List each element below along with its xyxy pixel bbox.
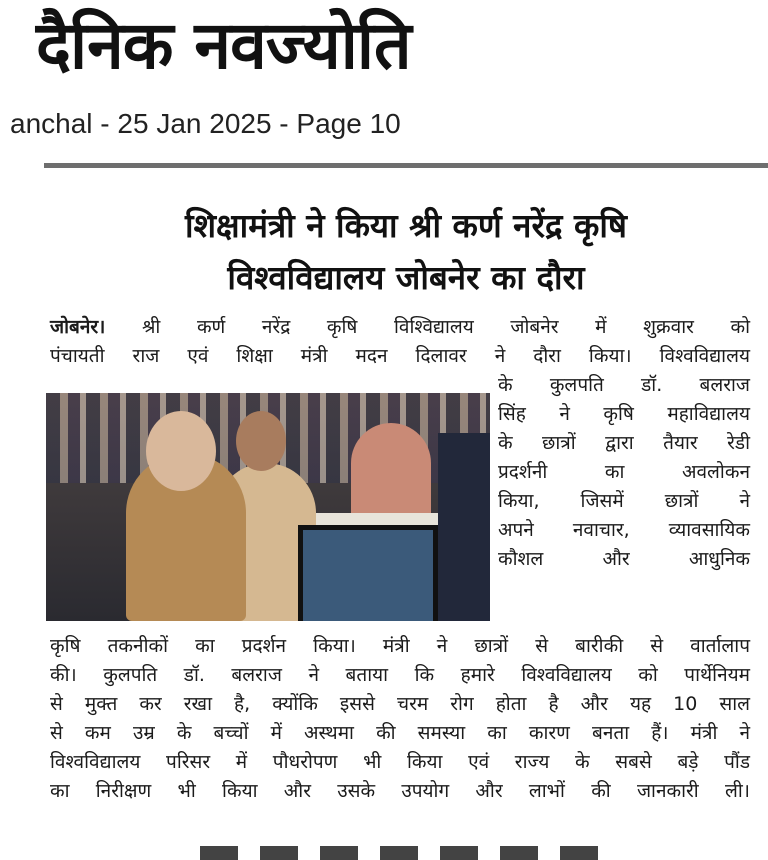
article-photo bbox=[46, 393, 490, 621]
next-headline-fragment bbox=[200, 846, 620, 860]
photo-minister-head bbox=[146, 411, 216, 491]
lead-line-1 bbox=[50, 313, 750, 342]
wrap-line: अपने नवाचार, व्यावसायिक bbox=[498, 519, 750, 541]
newspaper-masthead: दैनिक नवज्योति bbox=[36, 7, 411, 84]
headline-line-1: शिक्षामंत्री ने किया श्री कर्ण नरेंद्र कृषि bbox=[185, 206, 627, 245]
body-line: विश्वविद्यालय परिसर में पौधरोपण भी किया एवं राज्य के सबसे बड़े पौंड bbox=[50, 751, 750, 773]
wrap-line: किया, जिसमें छात्रों ने bbox=[498, 490, 750, 512]
wrap-line: सिंह ने कृषि महाविद्यालय bbox=[498, 403, 750, 425]
photo-student-right bbox=[438, 433, 490, 621]
headline-line-2: विश्वविद्यालय जोबनेर का दौरा bbox=[227, 258, 585, 297]
article-lead bbox=[50, 313, 750, 371]
body-line: से मुक्त कर रखा है, क्योंकि इससे चरम रोग होता है और यह 10 साल bbox=[50, 693, 750, 715]
lead-text-1: श्री कर्ण नरेंद्र कृषि विश्विद्यालय जोबनेर में शुक्रवार को bbox=[105, 316, 750, 338]
edition-info: anchal - 25 Jan 2025 - Page 10 bbox=[10, 108, 401, 139]
wrap-line: कौशल और आधुनिक bbox=[498, 548, 750, 570]
wrap-line: प्रदर्शनी का अवलोकन bbox=[498, 461, 750, 483]
article-body bbox=[50, 632, 750, 806]
body-line: का निरीक्षण भी किया और उसके उपयोग और लाभों की जानकारी ली। bbox=[50, 780, 750, 802]
body-line: कृषि तकनीकों का प्रदर्शन किया। मंत्री ने छात्रों से बारीकी से वार्तालाप bbox=[50, 635, 750, 657]
wrap-line: के छात्रों द्वारा तैयार रेडी bbox=[498, 432, 750, 454]
article-wrap-column bbox=[498, 371, 750, 574]
body-line: से कम उम्र के बच्चों में अस्थमा की समस्या का कारण बनता हैं। मंत्री ने bbox=[50, 722, 750, 744]
body-line: की। कुलपति डॉ. बलराज ने बताया कि हमारे विश्वविद्यालय को पार्थेनियम bbox=[50, 664, 750, 686]
article-headline bbox=[44, 200, 768, 304]
photo-official-center-head bbox=[236, 411, 286, 471]
wrap-line: के कुलपति डॉ. बलराज bbox=[498, 374, 750, 396]
lead-line-2: पंचायती राज एवं शिक्षा मंत्री मदन दिलावर ने दौरा किया। विश्वविद्यालय bbox=[50, 345, 750, 367]
photo-display-frame bbox=[298, 525, 438, 621]
dateline: जोबनेर। bbox=[50, 316, 106, 338]
section-divider bbox=[44, 163, 768, 168]
